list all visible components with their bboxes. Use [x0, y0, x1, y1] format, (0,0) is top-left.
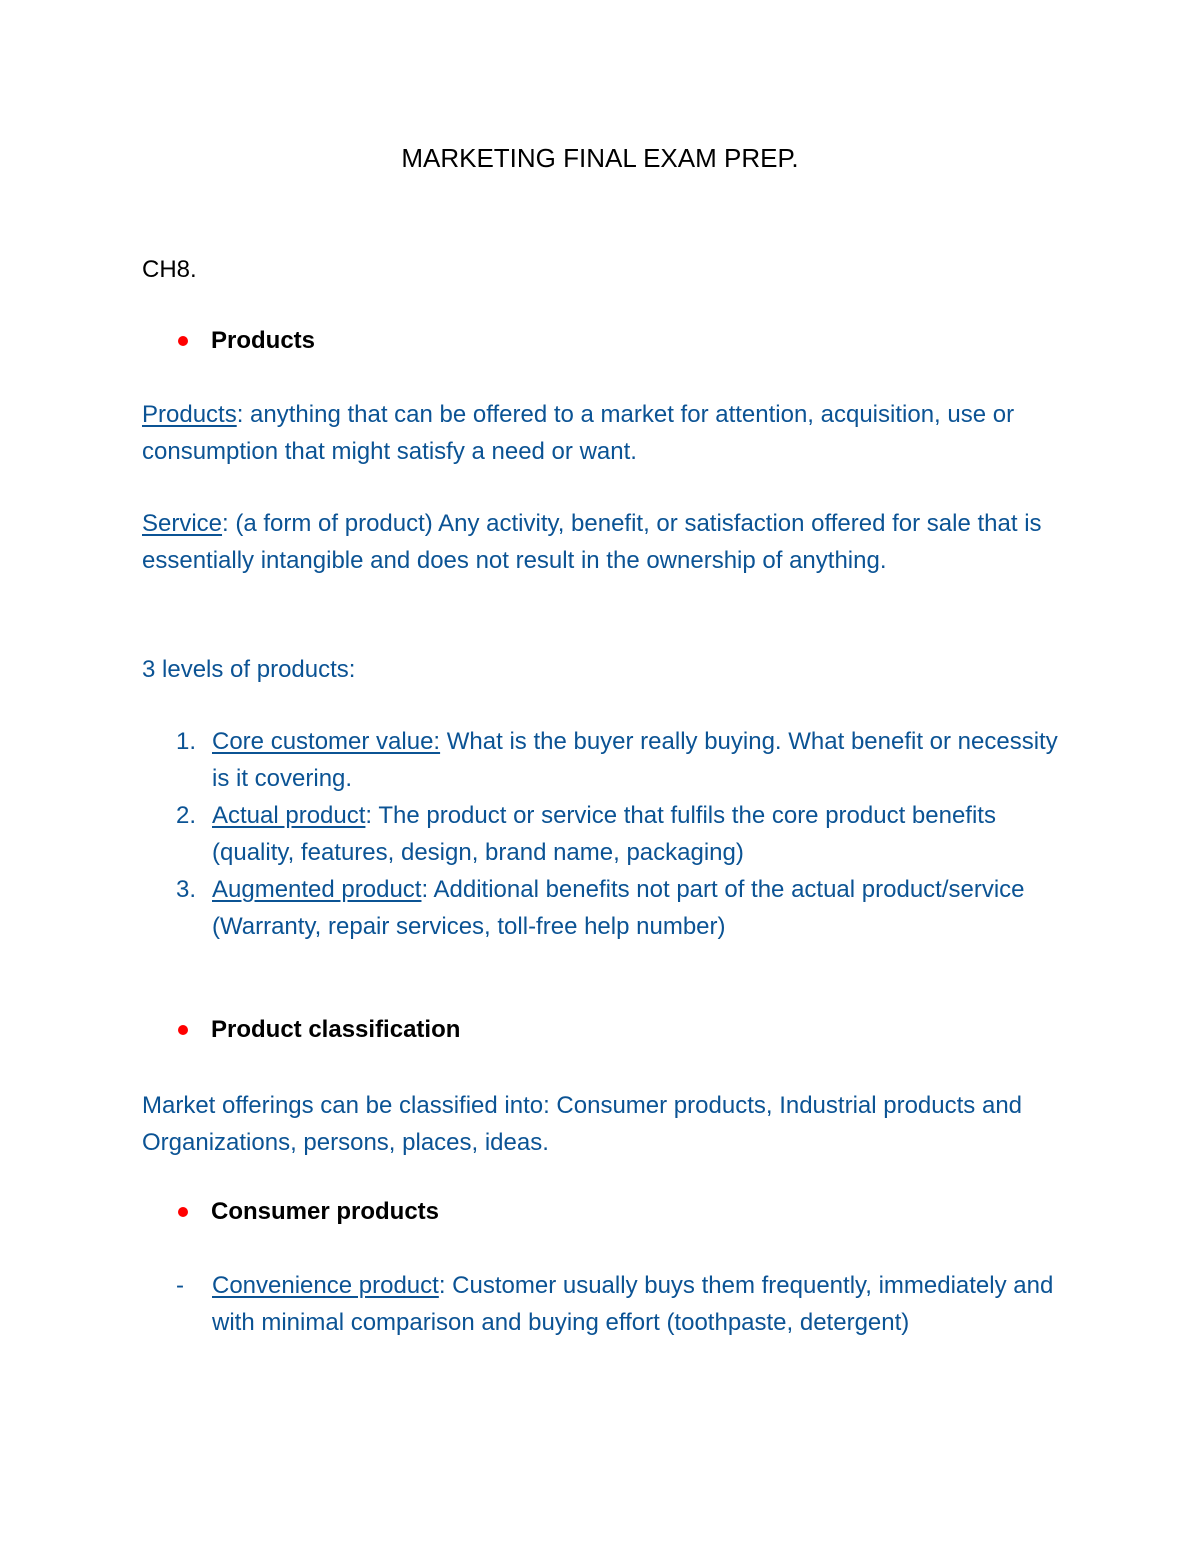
section-heading-label: Products	[211, 327, 316, 354]
definition-term: Service	[142, 510, 223, 537]
consumer-products-list	[142, 1267, 1072, 1341]
list-term: Core customer value:	[212, 728, 441, 755]
list-item	[142, 723, 1072, 797]
section-heading-consumer-products	[178, 1198, 439, 1226]
list-item	[142, 797, 1072, 871]
definition-service	[142, 505, 1072, 579]
section-heading-label: Product classification	[211, 1016, 461, 1043]
section-heading-products	[178, 327, 315, 355]
list-term: Augmented product	[212, 876, 422, 903]
list-term: Actual product	[212, 802, 366, 829]
definition-products	[142, 396, 1072, 470]
definition-text: : (a form of product) Any activity, benefit, or satisfaction offered for sale that is essentially intangible and does not result in the ownership of anything.	[142, 510, 1042, 574]
list-term: Convenience product	[212, 1272, 439, 1299]
list-item	[142, 1267, 1072, 1341]
red-bullet-icon	[178, 1025, 188, 1035]
classification-text: Market offerings can be classified into: Consumer products, Industrial products and Organizations, persons, places, ideas.	[142, 1092, 1023, 1156]
list-text: What is the buyer really buying. What benefit or necessity is it covering.	[212, 728, 1058, 792]
list-text: : The product or service that fulfils the core product benefits (quality, features, design, brand name, packaging)	[212, 802, 996, 866]
list-number: 1.	[176, 728, 197, 755]
list-number: 2.	[176, 802, 197, 829]
list-text: : Customer usually buys them frequently, immediately and with minimal comparison and buying effort (toothpaste, detergent)	[212, 1272, 1054, 1336]
document-title: MARKETING FINAL EXAM PREP.	[401, 143, 799, 173]
levels-list	[142, 723, 1072, 945]
list-number: 3.	[176, 876, 197, 903]
definition-term: Products	[142, 401, 237, 428]
definition-text: : anything that can be offered to a market for attention, acquisition, use or consumption that might satisfy a need or want.	[142, 401, 1015, 465]
red-bullet-icon	[178, 336, 188, 346]
section-heading-label: Consumer products	[211, 1198, 440, 1225]
dash-bullet-icon: -	[176, 1272, 184, 1299]
section-heading-product-classification	[178, 1016, 460, 1044]
list-text: : Additional benefits not part of the actual product/service (Warranty, repair services, toll-free help number)	[212, 876, 1025, 940]
levels-intro: 3 levels of products:	[142, 656, 356, 683]
chapter-label: CH8.	[142, 256, 197, 283]
red-bullet-icon	[178, 1207, 188, 1217]
list-item	[142, 871, 1072, 945]
